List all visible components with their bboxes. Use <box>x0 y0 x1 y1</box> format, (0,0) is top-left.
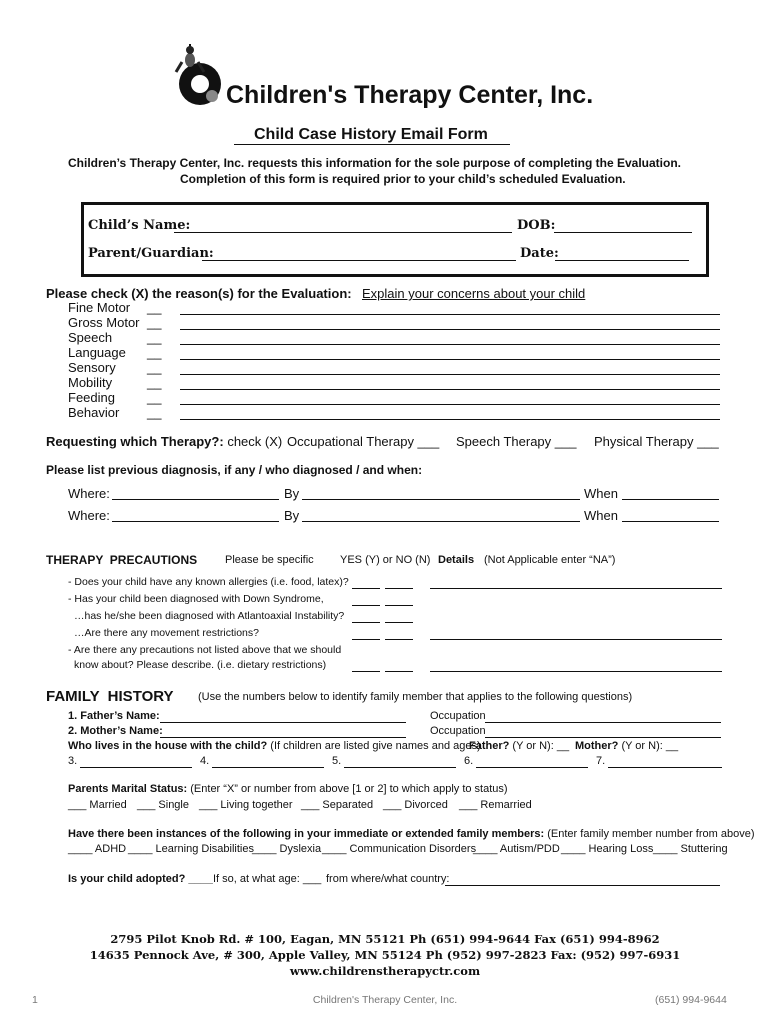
concern-line[interactable] <box>180 374 720 375</box>
reason-checkbox[interactable]: __ <box>147 360 162 375</box>
when-field-1[interactable] <box>622 499 719 500</box>
condition-dyslexia[interactable]: ____ Dyslexia <box>252 843 322 855</box>
when-label-2: When <box>584 508 618 523</box>
yes-no-header: YES (Y) or NO (N) <box>340 554 431 566</box>
household-field-3[interactable] <box>80 767 192 768</box>
yn-field[interactable] <box>385 588 413 589</box>
precaution-q2: - Has your child been diagnosed with Down Syndrome, <box>68 593 324 605</box>
marital-option-single[interactable]: ___ Single <box>137 799 189 811</box>
parent-guardian-label: Parent/Guardian: <box>88 246 214 261</box>
condition-autism-pdd[interactable]: ____ Autism/PDD <box>473 843 560 855</box>
lives-with-label: Who lives in the house with the child? <box>68 740 268 752</box>
household-num-5: 5. <box>332 755 342 767</box>
adopted-from-field[interactable] <box>445 885 720 886</box>
explain-concerns-label: Explain your concerns about your child <box>362 286 586 301</box>
marital-option-living-together[interactable]: ___ Living together <box>199 799 293 811</box>
by-label-2: By <box>284 508 300 523</box>
form-title: Child Case History Email Form <box>234 126 510 145</box>
yn-field[interactable] <box>352 671 380 672</box>
marital-option-remarried[interactable]: ___ Remarried <box>459 799 532 811</box>
reason-checkbox[interactable]: __ <box>147 315 162 330</box>
by-field-1[interactable] <box>302 499 580 500</box>
concern-line[interactable] <box>180 389 720 390</box>
date-label: Date: <box>520 246 559 261</box>
diagnosis-heading: Please list previous diagnosis, if any / who diagnosed / and when: <box>46 463 423 477</box>
when-field-2[interactable] <box>622 521 719 522</box>
household-num-7: 7. <box>596 755 606 767</box>
condition-stuttering[interactable]: ____ Stuttering <box>653 843 728 855</box>
dob-label: DOB: <box>517 218 556 233</box>
household-field-5[interactable] <box>344 767 456 768</box>
dob-field[interactable] <box>554 232 692 233</box>
concern-line[interactable] <box>180 404 720 405</box>
reason-checkbox[interactable]: __ <box>147 300 162 315</box>
household-field-7[interactable] <box>608 767 722 768</box>
father-name-label: 1. Father’s Name: <box>68 710 160 722</box>
reason-checkbox[interactable]: __ <box>147 390 162 405</box>
where-field-1[interactable] <box>112 499 279 500</box>
child-name-field[interactable] <box>174 232 512 233</box>
condition-hearing-loss[interactable]: ____ Hearing Loss <box>561 843 654 855</box>
lives-with-row <box>68 740 481 752</box>
parent-guardian-field[interactable] <box>202 260 516 261</box>
reason-label: Sensory <box>68 360 116 375</box>
reason-label: Mobility <box>68 375 113 390</box>
identification-box <box>81 202 709 277</box>
org-name: Children's Therapy Center, Inc. <box>226 81 594 109</box>
yn-field[interactable] <box>352 588 380 589</box>
marital-option-separated[interactable]: ___ Separated <box>301 799 374 811</box>
mother-occupation-label: Occupation <box>430 725 486 737</box>
yn-field[interactable] <box>352 639 380 640</box>
by-field-2[interactable] <box>302 521 580 522</box>
details-field[interactable] <box>430 671 722 672</box>
concern-line[interactable] <box>180 419 720 420</box>
physical-therapy-option[interactable]: Physical Therapy ___ <box>594 434 719 449</box>
household-field-6[interactable] <box>476 767 588 768</box>
mother-lives-question[interactable]: Mother? (Y or N): __ <box>575 740 679 752</box>
precaution-q1: - Does your child have any known allergies (i.e. food, latex)? <box>68 576 349 588</box>
marital-status-note: (Enter “X” or number from above [1 or 2] to which apply to status) <box>190 783 508 795</box>
marital-option-married[interactable]: ___ Married <box>68 799 127 811</box>
reason-label: Behavior <box>68 405 120 420</box>
precautions-heading: THERAPY PRECAUTIONS <box>46 553 198 567</box>
family-history-heading: FAMILY HISTORY <box>46 688 174 705</box>
not-applicable-note: (Not Applicable enter “NA”) <box>484 554 616 566</box>
yn-field[interactable] <box>385 671 413 672</box>
reason-checkbox[interactable]: __ <box>147 375 162 390</box>
address-line-2: 14635 Pennock Ave, # 300, Apple Valley, MN 55124 Ph (952) 997-2823 Fax: (952) 997-6931 <box>89 948 681 962</box>
mother-name-field[interactable] <box>160 737 406 738</box>
page-number: 1 <box>32 994 38 1006</box>
adopted-age[interactable]: If so, at what age: ___ <box>213 873 322 885</box>
household-num-6: 6. <box>464 755 474 767</box>
concern-line[interactable] <box>180 314 720 315</box>
family-history-instructions: (Use the numbers below to identify family member that applies to the following questions) <box>198 691 633 703</box>
date-field[interactable] <box>555 260 689 261</box>
by-label-1: By <box>284 486 300 501</box>
father-occupation-field[interactable] <box>485 722 721 723</box>
reason-checkbox[interactable]: __ <box>147 405 162 420</box>
condition-learning-disabilities[interactable]: ____ Learning Disabilities <box>128 843 254 855</box>
details-header: Details <box>438 554 475 566</box>
father-lives-question[interactable]: Father? (Y or N): __ <box>469 740 570 752</box>
footer-org-name: Children's Therapy Center, Inc. <box>312 994 458 1006</box>
reason-label: Gross Motor <box>68 315 140 330</box>
concern-line[interactable] <box>180 344 720 345</box>
precaution-q4: …Are there any movement restrictions? <box>74 627 259 639</box>
when-label-1: When <box>584 486 618 501</box>
adopted-from-label: from where/what country: <box>326 873 450 885</box>
household-num-3: 3. <box>68 755 78 767</box>
reason-label: Feeding <box>68 390 115 405</box>
where-label-2: Where: <box>68 508 110 523</box>
footer-phone: (651) 994-9644 <box>655 994 727 1006</box>
condition-adhd[interactable]: ____ ADHD <box>68 843 127 855</box>
concern-line[interactable] <box>180 329 720 330</box>
marital-option-divorced[interactable]: ___ Divorced <box>383 799 448 811</box>
occupational-therapy-option[interactable]: Occupational Therapy ___ <box>287 434 440 449</box>
where-field-2[interactable] <box>112 521 279 522</box>
therapy-request-row <box>46 434 282 449</box>
reason-label: Speech <box>68 330 113 345</box>
yn-field[interactable] <box>352 605 380 606</box>
concern-line[interactable] <box>180 359 720 360</box>
intro-line-1: Children’s Therapy Center, Inc. requests this information for the sole purpose of completing the Evaluation. <box>68 156 681 170</box>
address-line-1: 2795 Pilot Knob Rd. # 100, Eagan, MN 55121 Ph (651) 994-9644 Fax (651) 994-8962 <box>110 932 660 946</box>
yn-field[interactable] <box>352 622 380 623</box>
reason-checkbox[interactable]: __ <box>147 345 162 360</box>
speech-therapy-option[interactable]: Speech Therapy ___ <box>456 434 577 449</box>
precaution-q5: - Are there any precautions not listed above that we should <box>68 644 342 656</box>
marital-status-label: Parents Marital Status: <box>68 783 188 795</box>
conditions-row <box>68 828 754 840</box>
child-name-label: Child’s Name: <box>88 218 191 233</box>
intro-line-2: Completion of this form is required prior to your child’s scheduled Evaluation. <box>180 172 626 186</box>
conditions-note: (Enter family member number from above) <box>547 828 755 840</box>
yn-field[interactable] <box>385 639 413 640</box>
mother-name-label: 2. Mother’s Name: <box>68 725 163 737</box>
therapy-request-check: check (X) <box>227 434 283 449</box>
father-occupation-label: Occupation <box>430 710 486 722</box>
lives-with-note: (If children are listed give names and ages) <box>270 740 481 752</box>
marital-status-row <box>68 783 508 795</box>
reason-checkbox[interactable]: __ <box>147 330 162 345</box>
mother-occupation-field[interactable] <box>485 737 721 738</box>
precaution-q5-cont: know about? Please describe. (i.e. dietary restrictions) <box>74 659 327 671</box>
adopted-question[interactable]: Is your child adopted? ____ <box>68 873 213 885</box>
website-link[interactable]: www.childrenstherapyctr.com <box>289 964 481 978</box>
household-num-4: 4. <box>200 755 210 767</box>
reason-label: Fine Motor <box>68 300 131 315</box>
therapy-request-label: Requesting which Therapy?: <box>46 434 224 449</box>
logo <box>168 42 224 108</box>
condition-communication-disorders[interactable]: ____ Communication Disorders <box>322 843 477 855</box>
where-label-1: Where: <box>68 486 110 501</box>
reasons-heading: Please check (X) the reason(s) for the Evaluation: <box>46 286 352 301</box>
precautions-note: Please be specific <box>225 554 314 566</box>
details-field[interactable] <box>430 639 722 640</box>
conditions-label: Have there been instances of the following in your immediate or extended family members: <box>68 828 545 840</box>
precaution-q3: …has he/she been diagnosed with Atlantoaxial Instability? <box>74 610 345 622</box>
yn-field[interactable] <box>385 605 413 606</box>
details-field[interactable] <box>430 588 722 589</box>
reason-label: Language <box>68 345 126 360</box>
yn-field[interactable] <box>385 622 413 623</box>
household-field-4[interactable] <box>212 767 324 768</box>
father-name-field[interactable] <box>160 722 406 723</box>
